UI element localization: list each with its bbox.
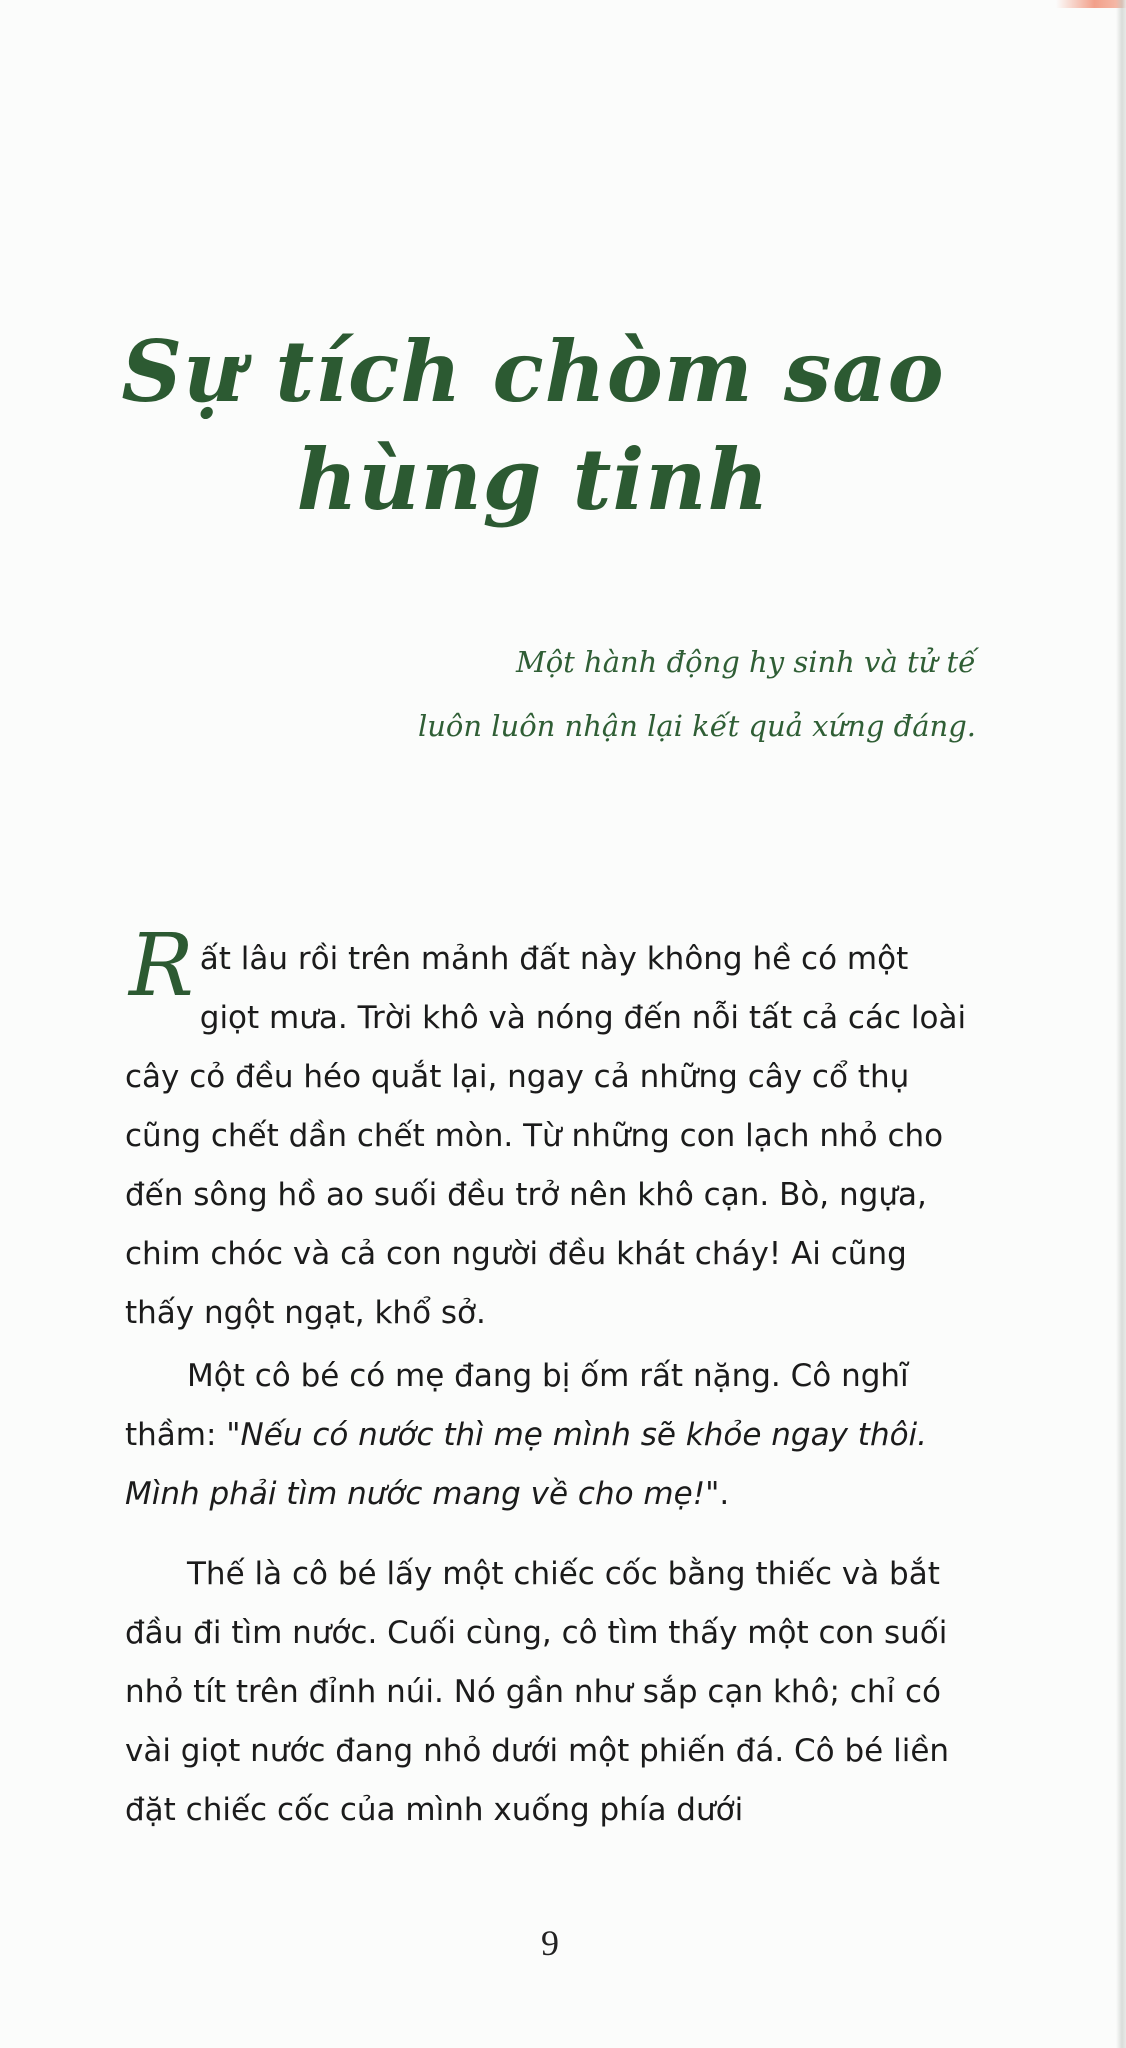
page-gutter-shadow <box>1116 0 1126 2048</box>
paragraph-2-text: Một cô bé có mẹ đang bị ốm rất nặng. Cô nghĩ thầm: <box>125 1358 909 1453</box>
epigraph-line-1: Một hành động hy sinh và tử tế <box>516 645 976 679</box>
paragraph-1-text: ất lâu rồi trên mảnh đất này không hề có một giọt mưa. Trời khô và nóng đến nỗi tất cả các loài cây cỏ đều héo quắt lại, ngay cả những cây cổ thụ cũng chết dần chết mòn. Từ những con lạch nhỏ cho đến sông hồ ao suối đều trở nên khô cạn. Bò, ngựa, chim chóc và cả con người đều khát cháy! Ai cũng thấy ngột ngạt, khổ sở. <box>125 941 967 1331</box>
paragraph-1 <box>125 916 975 1343</box>
drop-cap: R <box>129 916 194 1016</box>
page-number: 9 <box>541 1923 559 1963</box>
epigraph-line-2: luôn luôn nhận lại kết quả xứng đáng. <box>417 709 976 743</box>
paragraph-3 <box>125 1545 975 1840</box>
paragraph-3-text: Thế là cô bé lấy một chiếc cốc bằng thiếc và bắt đầu đi tìm nước. Cuối cùng, cô tìm thấy một con suối nhỏ tít trên đỉnh núi. Nó gần như sắp cạn khô; chỉ có vài giọt nước đang nhỏ dưới một phiến đá. Cô bé liền đặt chiếc cốc của mình xuống phía dưới <box>125 1556 950 1828</box>
story-title-line-2: hùng tinh <box>296 430 770 529</box>
story-title-line-1: Sự tích chòm sao <box>121 322 945 421</box>
paragraph-2-quote: "Nếu có nước thì mẹ mình sẽ khỏe ngay thôi. Mình phải tìm nước mang về cho mẹ!" <box>125 1417 928 1512</box>
paragraph-2 <box>125 1347 975 1524</box>
paragraph-2-end: . <box>719 1476 730 1512</box>
